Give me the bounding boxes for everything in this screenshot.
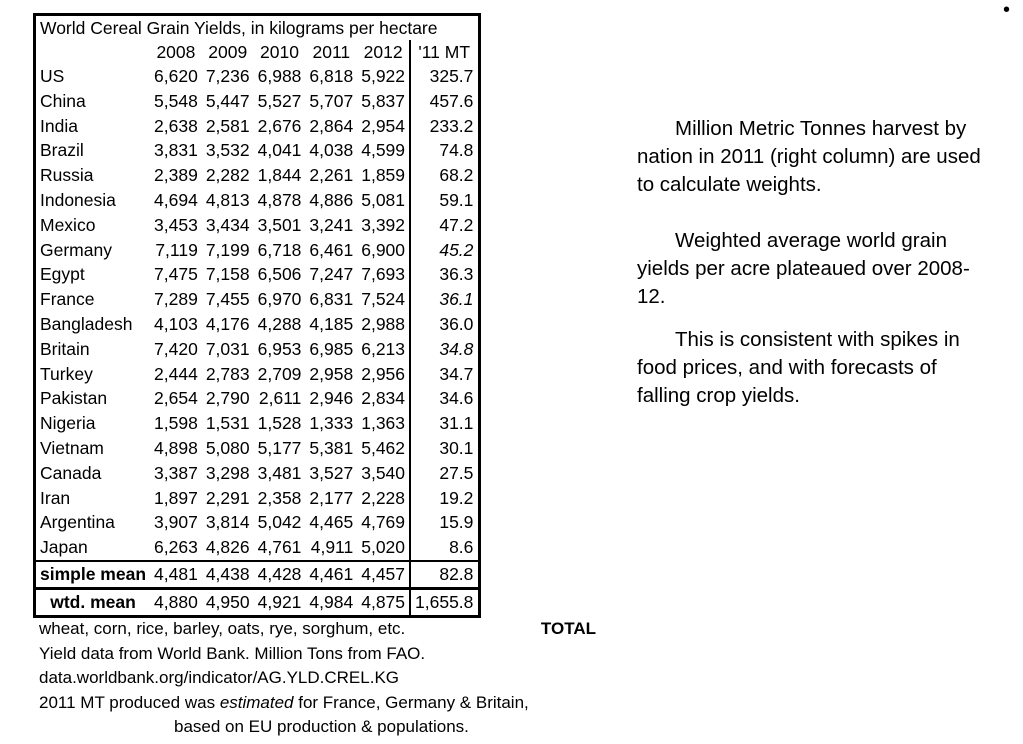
yield-cell: 3,298	[205, 462, 250, 483]
mt-cell	[410, 337, 480, 362]
yield-cell: 4,769	[361, 512, 406, 533]
weighted-mean-row	[35, 588, 480, 616]
weighted-mean-label: wtd. mean	[35, 588, 151, 616]
yield-cell: 5,080	[205, 437, 250, 458]
yield-cell: 7,199	[205, 239, 250, 260]
country-cell: China	[40, 90, 86, 111]
yield-cell: 6,506	[257, 264, 302, 285]
yield-cell: 2,709	[257, 363, 302, 384]
bullet-point: •	[1003, 0, 1011, 21]
header-blank	[35, 40, 151, 64]
yield-cell: 7,475	[154, 264, 198, 285]
yield-cell: 6,718	[257, 239, 302, 260]
country-cell: US	[40, 66, 65, 86]
country-cell: Argentina	[40, 512, 115, 533]
yield-cell: 2,783	[205, 363, 250, 384]
yield-cell: 2,954	[361, 115, 406, 136]
mt-cell: 74.8	[410, 138, 480, 163]
yield-cell: 2,864	[309, 115, 354, 136]
yield-cell: 2,988	[361, 313, 406, 334]
yield-cell: 3,241	[309, 214, 354, 235]
mt-cell: 34.6	[410, 386, 480, 411]
table-row	[35, 262, 480, 287]
mt-cell: 8.6	[410, 535, 480, 561]
footnote-estimate-after: for France, Germany & Britain,	[293, 692, 529, 712]
country-cell: Germany	[40, 239, 112, 260]
country-cell: Japan	[40, 537, 88, 558]
weighted-mean-value: 4,950	[202, 588, 254, 616]
yield-cell: 3,907	[154, 512, 198, 533]
footnotes	[39, 617, 599, 740]
mt-cell: 47.2	[410, 213, 480, 238]
yield-cell: 7,247	[309, 264, 354, 285]
yield-cell: 3,501	[257, 214, 302, 235]
table-row	[35, 386, 480, 411]
country-cell: Russia	[40, 165, 94, 186]
yield-cell: 2,291	[205, 487, 250, 508]
yield-cell: 2,581	[205, 115, 250, 136]
footnote-url: data.worldbank.org/indicator/AG.YLD.CREL.KG	[39, 668, 400, 687]
country-cell: Turkey	[40, 363, 93, 384]
table-row	[35, 213, 480, 238]
mt-cell-text: 45.2	[439, 239, 474, 260]
yield-cell: 3,481	[257, 462, 302, 483]
table-row	[35, 337, 480, 362]
mt-cell: 27.5	[410, 461, 480, 486]
yield-cell: 6,900	[361, 239, 406, 260]
country-cell: India	[40, 115, 78, 136]
yield-cell: 5,837	[361, 90, 406, 111]
yield-cell: 4,898	[154, 437, 198, 458]
mt-cell-text: 34.8	[439, 338, 474, 359]
simple-mean-value: 4,481	[150, 561, 202, 589]
yield-cell: 1,363	[361, 413, 406, 434]
yield-cell: 5,707	[309, 90, 354, 111]
yield-cell: 2,228	[361, 487, 406, 508]
yield-cell: 2,444	[154, 363, 198, 384]
side-notes	[637, 115, 992, 410]
table-row	[35, 411, 480, 436]
yield-cell: 2,790	[205, 388, 250, 409]
yield-cell: 7,693	[361, 264, 406, 285]
table-row	[35, 163, 480, 188]
country-cell: Britain	[40, 338, 90, 359]
yield-cell: 7,031	[205, 338, 250, 359]
yield-cell: 1,897	[154, 487, 198, 508]
yield-cell: 4,761	[257, 537, 302, 558]
yield-cell: 2,389	[154, 165, 198, 186]
yield-cell: 6,620	[154, 66, 198, 86]
table-row	[35, 312, 480, 337]
total-label: TOTAL	[540, 619, 596, 638]
table-header-row	[35, 40, 480, 64]
yield-cell: 2,638	[154, 115, 198, 136]
note-weights: Million Metric Tonnes harvest by nation in 2011 (right column) are used to calculate weights.	[637, 117, 981, 196]
yield-cell: 4,694	[154, 189, 198, 210]
yield-cell: 3,814	[205, 512, 250, 533]
year-header: 2008	[156, 42, 196, 62]
yield-cell: 4,038	[309, 140, 354, 161]
simple-mean-value: 4,438	[202, 561, 254, 589]
yield-cell: 5,922	[361, 66, 406, 86]
footnote-sources: Yield data from World Bank. Million Tons from FAO.	[39, 643, 426, 663]
country-cell: Nigeria	[40, 413, 96, 434]
yield-cell: 5,548	[154, 90, 198, 111]
mt-cell	[410, 287, 480, 312]
weighted-mean-mt: 1,655.8	[410, 588, 480, 616]
simple-mean-row	[35, 561, 480, 589]
country-cell: Indonesia	[40, 189, 116, 210]
yield-cell: 6,985	[309, 338, 354, 359]
footnote-estimate	[39, 691, 599, 716]
yield-cell: 3,532	[205, 140, 250, 161]
note-consistency: This is consistent with spikes in food prices, and with forecasts of falling crop yields.	[637, 328, 960, 407]
yield-cell: 4,813	[205, 189, 250, 210]
yield-cell: 6,263	[154, 537, 198, 558]
yield-cell: 7,158	[205, 264, 250, 285]
table-row	[35, 362, 480, 387]
note-plateau: Weighted average world grain yields per acre plateaued over 2008-12.	[637, 229, 970, 308]
table-title-row	[35, 15, 480, 41]
yield-cell: 3,831	[154, 140, 198, 161]
yield-cell: 1,859	[361, 165, 406, 186]
yield-cell: 2,358	[257, 487, 302, 508]
year-header: 2012	[363, 42, 403, 62]
country-cell: Egypt	[40, 264, 85, 285]
yield-cell: 5,447	[205, 90, 250, 111]
country-cell: Pakistan	[40, 388, 108, 409]
weighted-mean-value: 4,880	[150, 588, 202, 616]
yield-cell: 7,524	[361, 289, 406, 310]
yield-cell: 5,527	[257, 90, 302, 111]
year-header: 2009	[208, 42, 248, 62]
mt-cell: 457.6	[410, 89, 480, 114]
footnote-estimate-italic: estimated	[219, 692, 294, 712]
yield-cell: 3,434	[205, 214, 250, 235]
mt-cell: 34.7	[410, 362, 480, 387]
country-cell: Mexico	[40, 214, 96, 235]
table-row	[35, 188, 480, 213]
yield-cell: 4,185	[309, 313, 354, 334]
yield-cell: 6,970	[257, 289, 302, 310]
table-row	[35, 436, 480, 461]
yield-cell: 1,528	[257, 413, 302, 434]
country-cell: Vietnam	[40, 437, 104, 458]
simple-mean-value: 4,457	[357, 561, 410, 589]
country-cell: Brazil	[40, 140, 84, 161]
yield-cell: 5,177	[257, 437, 302, 458]
yield-cell: 4,911	[310, 537, 354, 558]
yield-cell: 6,818	[309, 66, 354, 86]
yield-cell: 6,953	[257, 338, 302, 359]
mt-cell: 31.1	[410, 411, 480, 436]
yield-cell: 2,611	[258, 388, 302, 409]
year-header: 2011	[312, 42, 351, 62]
footnote-grains: wheat, corn, rice, barley, oats, rye, sorghum, etc.	[39, 619, 406, 638]
footnote-basis: based on EU production & populations.	[174, 717, 469, 736]
yield-cell: 5,042	[257, 512, 302, 533]
simple-mean-value: 4,461	[305, 561, 357, 589]
mt-cell: 36.0	[410, 312, 480, 337]
table-row	[35, 89, 480, 114]
weighted-mean-value: 4,875	[357, 588, 410, 616]
country-cell: Iran	[40, 487, 71, 508]
yield-cell: 6,988	[257, 66, 302, 86]
country-cell: Canada	[40, 462, 102, 483]
mt-cell: 68.2	[410, 163, 480, 188]
country-cell: France	[40, 289, 95, 310]
yield-cell: 4,599	[361, 140, 406, 161]
table-title: World Cereal Grain Yields, in kilograms per hectare	[40, 18, 438, 38]
yield-cell: 6,831	[309, 289, 354, 310]
mt-cell: 36.3	[410, 262, 480, 287]
yield-cell: 7,455	[205, 289, 250, 310]
table-row	[35, 238, 480, 263]
mt-cell	[410, 238, 480, 263]
table-row	[35, 510, 480, 535]
mt-cell: 325.7	[410, 64, 480, 89]
yield-cell: 1,531	[205, 413, 250, 434]
table-row	[35, 461, 480, 486]
yield-cell: 6,461	[309, 239, 354, 260]
yield-cell: 4,465	[309, 512, 354, 533]
yield-cell: 2,282	[205, 165, 250, 186]
grain-yield-table	[33, 13, 481, 618]
mt-cell: 233.2	[410, 114, 480, 139]
yield-cell: 2,177	[309, 487, 354, 508]
simple-mean-value: 4,428	[254, 561, 306, 589]
yield-cell: 3,453	[154, 214, 198, 235]
yield-cell: 4,041	[257, 140, 302, 161]
mt-header: '11 MT	[410, 40, 480, 64]
country-cell: Bangladesh	[40, 313, 133, 334]
weighted-mean-value: 4,984	[305, 588, 357, 616]
yield-cell: 2,676	[257, 115, 302, 136]
mt-cell-text: 36.1	[439, 289, 474, 310]
yield-cell: 5,462	[361, 437, 406, 458]
yield-cell: 1,333	[309, 413, 354, 434]
yield-cell: 3,527	[309, 462, 354, 483]
yield-cell: 1,844	[257, 165, 302, 186]
yield-cell: 4,886	[309, 189, 354, 210]
yield-cell: 5,381	[309, 437, 354, 458]
table-row	[35, 114, 480, 139]
footnote-estimate-before: 2011 MT produced was	[39, 692, 220, 712]
mt-cell: 30.1	[410, 436, 480, 461]
table-row	[35, 535, 480, 561]
yield-cell: 4,878	[257, 189, 302, 210]
mt-cell: 59.1	[410, 188, 480, 213]
yield-cell: 4,826	[205, 537, 250, 558]
yield-cell: 4,103	[154, 313, 198, 334]
table-row	[35, 486, 480, 511]
yield-cell: 2,946	[309, 388, 354, 409]
simple-mean-mt: 82.8	[410, 561, 480, 589]
yield-cell: 7,119	[155, 239, 198, 260]
yield-cell: 2,958	[309, 363, 354, 384]
yield-cell: 2,654	[154, 388, 198, 409]
yield-cell: 4,176	[205, 313, 250, 334]
yield-cell: 7,289	[154, 289, 198, 310]
weighted-mean-value: 4,921	[254, 588, 306, 616]
mt-cell: 19.2	[410, 486, 480, 511]
yield-cell: 7,420	[154, 338, 198, 359]
yield-cell: 3,387	[154, 462, 198, 483]
yield-cell: 2,956	[361, 363, 406, 384]
yield-cell: 3,540	[361, 462, 406, 483]
yield-cell: 5,081	[361, 189, 406, 210]
yield-cell: 5,020	[361, 537, 406, 558]
table-row	[35, 138, 480, 163]
yield-cell: 1,598	[154, 413, 198, 434]
yield-cell: 2,834	[361, 388, 406, 409]
table-body	[35, 15, 480, 617]
yield-cell: 2,261	[309, 165, 354, 186]
simple-mean-label: simple mean	[35, 561, 151, 589]
table-row	[35, 64, 480, 89]
yield-cell: 3,392	[361, 214, 406, 235]
yield-cell: 7,236	[205, 66, 250, 86]
table-row	[35, 287, 480, 312]
yield-cell: 4,288	[257, 313, 302, 334]
mt-cell: 15.9	[410, 510, 480, 535]
yield-cell: 6,213	[361, 338, 406, 359]
year-header: 2010	[260, 42, 299, 62]
